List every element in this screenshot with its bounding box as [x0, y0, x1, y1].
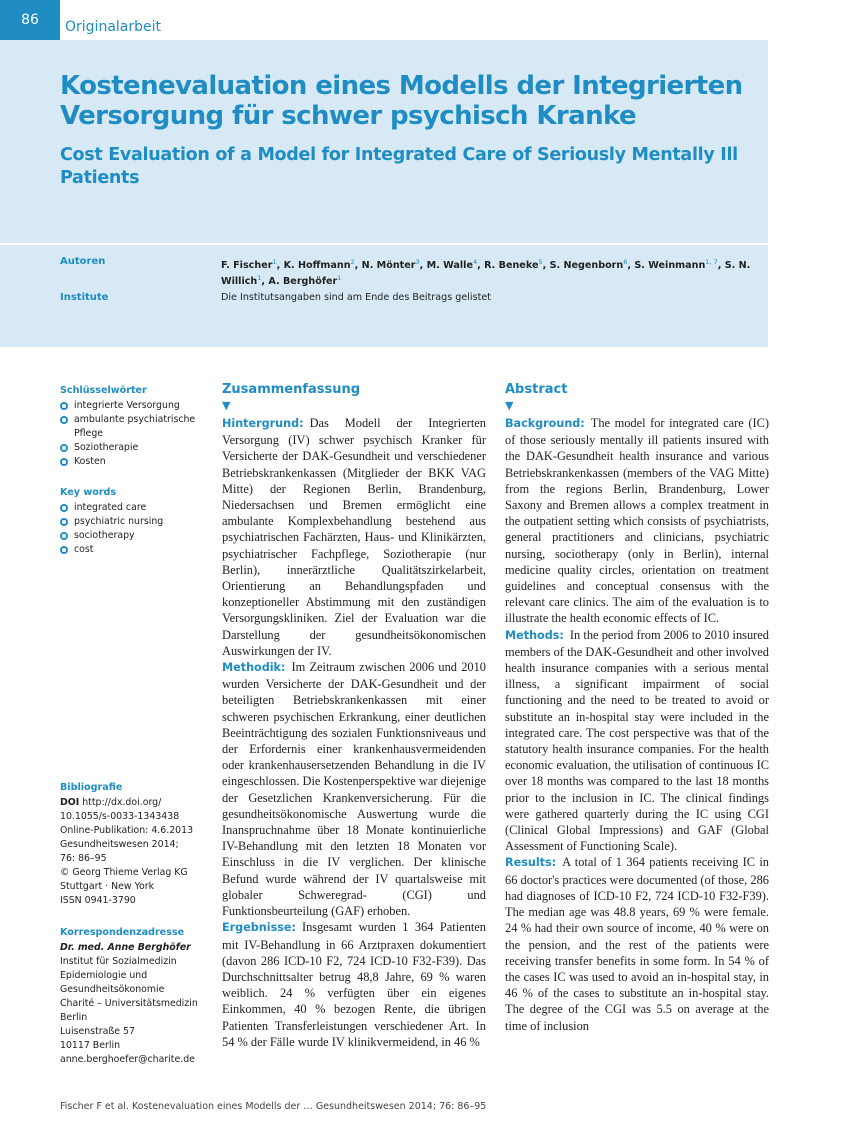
- keyword-item: [60, 501, 210, 515]
- circle-bullet-icon: [60, 532, 68, 540]
- bibliography-text: 76: 86–95: [60, 853, 107, 864]
- author-name: N. Mönter: [361, 260, 416, 272]
- abstract-section: [505, 415, 769, 627]
- bibliography-line: [60, 796, 210, 810]
- author-name: M. Walle: [426, 260, 473, 272]
- section-text: Das Modell der Integrierten Versorgung (IV) schwer psychisch Kranker für Versicherte der DAK-Gesundheit und verschiedener Betriebskrankenkassen (Mitglieder der BKK VAG Mitte) der Regionen Berlin, Brandenburg, Niedersachsen und Bremen ermöglicht eine ambulante Komplexbehandlung bestehend aus psychiatrischen Fachärzten, Haus- und Klinikärzten, psychiatrischer Fachpflege, Soziotherapie (nur Berlin), innerärztliche Qualitätszirkelarbeit, Orientierung an Behandlungspfaden und konzeptioneller Abstimmung mit den zuständigen Versorgungskliniken. Ziel der Evaluation war die Darstellung der gesundheitsökonomischen Auswirkungen der IV.: [222, 416, 486, 658]
- section-text: The model for integrated care (IC) of those seriously mentally ill patients insured with the DAK-Gesundheit health insurance and various Betriebskrankenkassen (members of the VAG Mitte) from the regions Berlin, Brandenburg, Lower Saxony and Bremen allows a complex treatment in the outpatient setting which consists of psychiatrists, general practitioners and clinicians, psychiatric nursing, sociotherapy (only in Berlin), internal medicine quality circles, orientation on treatment guidelines and conceptual consensus with the relevant care clinics. The aim of the evaluation is to illustrate the health economic effects of IC.: [505, 416, 769, 626]
- section-label: Methods:: [505, 628, 564, 642]
- abstract-section: [505, 854, 769, 1033]
- correspondence-line: Berlin: [60, 1012, 88, 1023]
- section-text: In the period from 2006 to 2010 insured members of the DAK-Gesundheit and other involved health insurance companies with a serious mental illness, a significant impairment of social functioning and the need to be treated to avoid or substitute an in-hospital stay were included in the integrated care. The cost perspective was that of the statutory health insurance companies. For the health economic evaluation, the utilisation of continuous IC over 18 months was compared to the last 18 months prior to the inclusion in IC. The clinical findings were gathered quarterly during the IC using CGI (Clinical Global Impressions) and GAF (Global Assessment of Functioning Scale).: [505, 627, 769, 854]
- abstract-english-body: [505, 415, 769, 1034]
- bibliography-text: ISSN 0941-3790: [60, 895, 136, 906]
- abstract-german-body: [222, 415, 486, 1050]
- bibliography-text: Online-Publikation: 4.6.2013: [60, 825, 194, 836]
- circle-bullet-icon: [60, 416, 68, 424]
- author-name: A. Berghöfer: [268, 276, 338, 288]
- author-name: F. Fischer: [221, 260, 273, 272]
- keyword-item: [60, 543, 210, 557]
- author-name: S. Weinmann: [634, 260, 706, 272]
- section-label: Originalarbeit: [65, 19, 161, 35]
- keywords-german: [60, 384, 210, 469]
- section-text: A total of 1 364 patients receiving IC in 66 doctor's practices were documented (of those, 286 had diagnoses of ICD-10 F2, 724 ICD-10 F32-F39). The median age was 48.8 years, 69 % were female. 24 % had their own source of income, 40 % were on the pension, and the rest of the patients were receiving transfer benefits in some form. In 54 % of the cases IC was used to avoid an in-hospital stay, in 46 % of the cases to substitute an in-hospital stay. The degree of the CGI was 5.5 on average at the time of inclusion: [505, 855, 769, 1033]
- abstract-english-heading: Abstract: [505, 382, 568, 397]
- title-english: Cost Evaluation of a Model for Integrated Care of Seriously Mentally Ill Patients: [60, 145, 738, 188]
- keyword-text: integrated care: [74, 502, 147, 513]
- keyword-text: integrierte Versorgung: [74, 400, 180, 411]
- section-label: Hintergrund:: [222, 417, 304, 430]
- correspondence-line: Epidemiologie und: [60, 970, 148, 981]
- section-label: Ergebnisse:: [222, 921, 296, 935]
- author-affiliation: 1: [337, 274, 342, 283]
- institute-label: Institute: [60, 292, 109, 303]
- section-label: Background:: [505, 417, 585, 430]
- circle-bullet-icon: [60, 444, 68, 452]
- bibliography-heading: Bibliografie: [60, 782, 123, 793]
- author-affiliation: 1: [257, 274, 262, 283]
- bibliography: [60, 781, 210, 908]
- keyword-text: Soziotherapie: [74, 442, 139, 453]
- bibliography-text: http://dx.doi.org/: [82, 797, 162, 808]
- keyword-item: [60, 529, 210, 543]
- keywords-english-heading: Key words: [60, 487, 117, 498]
- author-affiliation: 3: [415, 258, 420, 266]
- circle-bullet-icon: [60, 518, 68, 526]
- keyword-text: cost: [74, 544, 94, 555]
- keywords-german-list: [60, 399, 210, 469]
- correspondence-line: Institut für Sozialmedizin: [60, 956, 177, 967]
- keyword-text: ambulante psychiatrische Pflege: [74, 414, 196, 439]
- correspondence-heading: Korrespondenzadresse: [60, 927, 185, 938]
- keyword-text: Kosten: [74, 456, 106, 467]
- correspondence-line: Gesundheitsökonomie: [60, 984, 165, 995]
- keywords-german-heading: Schlüsselwörter: [60, 385, 147, 396]
- institute-note: Die Institutsangaben sind am Ende des Beitrags gelistet: [221, 292, 491, 303]
- author-name: R. Beneke: [484, 260, 539, 272]
- triangle-marker-icon: ▼: [505, 399, 514, 412]
- abstract-section: [222, 659, 486, 919]
- keywords-english: [60, 486, 210, 557]
- correspondence-name: Dr. med. Anne Berghöfer: [60, 942, 191, 953]
- circle-bullet-icon: [60, 504, 68, 512]
- correspondence-line: 10117 Berlin: [60, 1040, 121, 1051]
- abstract-english: [505, 381, 769, 1034]
- author-affiliation: 6: [623, 258, 628, 266]
- doi-label: DOI: [60, 797, 80, 808]
- page-number: 86: [0, 0, 60, 40]
- circle-bullet-icon: [60, 402, 68, 410]
- keywords-english-list: [60, 501, 210, 557]
- author-affiliation: 2: [350, 258, 355, 266]
- bibliography-text: Gesundheitswesen 2014;: [60, 839, 179, 850]
- triangle-marker-icon: ▼: [222, 399, 231, 412]
- correspondence-lines: [60, 955, 210, 1067]
- keyword-item: [60, 399, 210, 413]
- keyword-item: [60, 441, 210, 455]
- bibliography-text: Stuttgart · New York: [60, 881, 155, 892]
- author-affiliation: 5: [538, 258, 543, 266]
- correspondence-line: Luisenstraße 57: [60, 1026, 135, 1037]
- keyword-item: [60, 455, 210, 469]
- bibliography-line: [60, 852, 210, 866]
- section-label: Methodik:: [222, 661, 286, 675]
- band-divider: [0, 243, 768, 245]
- author-affiliation: 1: [272, 258, 277, 266]
- abstract-section: [222, 919, 486, 1050]
- authors-label: Autoren: [60, 256, 106, 267]
- bibliography-line: [60, 894, 210, 908]
- keyword-text: sociotherapy: [74, 530, 135, 541]
- circle-bullet-icon: [60, 546, 68, 554]
- keyword-item: [60, 515, 210, 529]
- author-name: S. Negenborn: [549, 260, 624, 272]
- bibliography-line: [60, 866, 210, 880]
- abstract-section: [222, 415, 486, 659]
- abstract-german: [222, 381, 486, 1050]
- correspondence-line: Charité – Universitätsmedizin: [60, 998, 198, 1009]
- bibliography-line: [60, 880, 210, 894]
- section-label: Results:: [505, 856, 557, 870]
- correspondence: [60, 926, 210, 1067]
- keyword-text: psychiatric nursing: [74, 516, 164, 527]
- header-bar: [60, 0, 768, 40]
- abstract-section: [505, 627, 769, 855]
- bibliography-lines: [60, 796, 210, 908]
- author-affiliation: 4: [472, 258, 478, 266]
- section-text: Insgesamt wurden 1 364 Patienten mit IV-Behandlung in 66 Arztpraxen dokumentiert (davon 286 ICD-10 F2, 724 ICD-10 F32-F39). Das Durchschnittsalter betrug 48,8 Jahre, 69 % waren weiblich. 24 % verfügten über ein eigenes Einkommen, 40 % bezogen Rente, die übrigen Patienten Transferleistungen verschiedener Art. In 54 % der Fälle wurde IV klinikvermeidend, in 46 %: [222, 920, 486, 1049]
- circle-bullet-icon: [60, 458, 68, 466]
- keyword-item: [60, 413, 210, 441]
- abstract-german-heading: Zusammenfassung: [222, 382, 361, 397]
- section-text: Im Zeitraum zwischen 2006 und 2010 wurden Versicherte der DAK-Gesundheit und der beteiligten Betriebskrankenkassen mit einer schweren psychischen Erkrankung, einer deutlichen Beeinträchtigung des sozialen Funktionsniveaus und der Erfordernis einer krankenhausvermeidenden oder krankenhausersetzenden Behandlung in die IV eingeschlossen. Die Kostenperspektive war diejenige der Gesetzlichen Krankenversicherung. Für die gesundheitsökonomische Auswertung wurde die Inanspruchnahme über 18 Monate kontinuierliche IV-Behandlung mit den letzten 18 Monaten vor Einschluss in die IV verglichen. Der klinische Befund wurde während der IV quartalsweise mit globaler Schweregrad- (CGI) und Funktionsbeurteilung (GAF) erhoben.: [222, 660, 486, 919]
- footer-citation: Fischer F et al. Kostenevaluation eines Modells der … Gesundheitswesen 2014; 76: 86–95: [60, 1101, 487, 1112]
- title-german: Kostenevaluation eines Modells der Integrierten Versorgung für schwer psychisch Kranke: [60, 71, 743, 131]
- bibliography-line: [60, 824, 210, 838]
- bibliography-text: 10.1055/s-0033-1343438: [60, 811, 180, 822]
- correspondence-line: anne.berghoefer@charite.de: [60, 1054, 195, 1065]
- authors-list: F. Fischer$^1$, K. Hoffmann$^2$, N. Mönter$^3$, M. Walle$^4$, R. Beneke$^5$, S. Negenborn$^6$, S. Weinmann$^{1, 7}$, S. N. Willich$^1$, A. Berghöfer$^1$: [221, 258, 751, 288]
- bibliography-text: © Georg Thieme Verlag KG: [60, 867, 188, 878]
- author-name: S. N. Willich: [221, 260, 751, 288]
- author-name: K. Hoffmann: [283, 260, 351, 272]
- bibliography-line: [60, 810, 210, 824]
- bibliography-line: [60, 838, 210, 852]
- author-affiliation: 1, 7: [705, 258, 718, 266]
